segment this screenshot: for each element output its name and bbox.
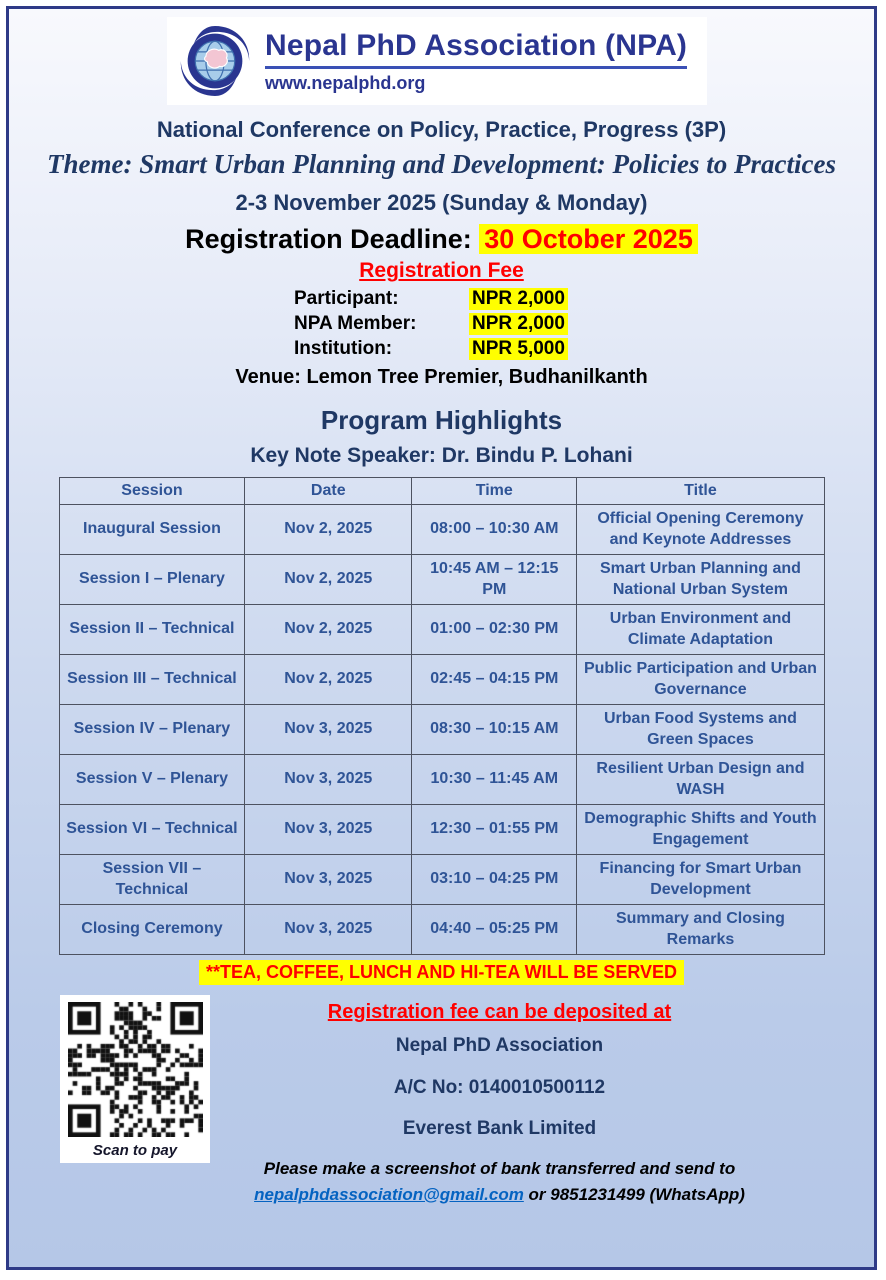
- column-header-title: Title: [577, 478, 824, 505]
- fee-value: NPR 2,000: [469, 288, 568, 310]
- conference-title: National Conference on Policy, Practice, Progress (3P): [156, 117, 727, 142]
- cell-time: 10:45 AM – 12:15 PM: [412, 555, 577, 605]
- table-row: [59, 805, 824, 855]
- qr-code: [68, 1002, 203, 1137]
- cell-session: Inaugural Session: [59, 505, 245, 555]
- fee-value: NPR 2,000: [469, 313, 568, 335]
- cell-date: Nov 2, 2025: [245, 505, 412, 555]
- logo-text-block: [265, 29, 687, 94]
- cell-date: Nov 3, 2025: [245, 755, 412, 805]
- cell-time: 03:10 – 04:25 PM: [412, 855, 577, 905]
- cell-session: Session V – Plenary: [59, 755, 245, 805]
- program-schedule-table: [59, 477, 825, 955]
- table-row: [59, 755, 824, 805]
- cell-title: Financing for Smart Urban Development: [577, 855, 824, 905]
- cell-title: Official Opening Ceremony and Keynote Addresses: [577, 505, 824, 555]
- org-name: Nepal PhD Association (NPA): [265, 28, 688, 62]
- cell-date: Nov 2, 2025: [245, 605, 412, 655]
- table-row: [59, 655, 824, 705]
- fee-label: NPA Member:: [294, 313, 417, 335]
- table-row: [59, 555, 824, 605]
- cell-time: 08:00 – 10:30 AM: [412, 505, 577, 555]
- instruction-line1: Please make a screenshot of bank transferred and send to: [263, 1159, 736, 1179]
- column-header-date: Date: [245, 478, 412, 505]
- column-header-session: Session: [59, 478, 245, 505]
- venue-line: Venue: Lemon Tree Premier, Budhanilkanth: [235, 366, 648, 389]
- cell-session: Session II – Technical: [59, 605, 245, 655]
- deadline-value: 30 October 2025: [479, 224, 698, 254]
- instruction-line2: or 9851231499 (WhatsApp): [523, 1184, 745, 1204]
- cell-title: Public Participation and Urban Governance: [577, 655, 824, 705]
- payment-section: [60, 995, 874, 1207]
- cell-session: Closing Ceremony: [59, 905, 245, 955]
- cell-title: Urban Environment and Climate Adaptation: [577, 605, 824, 655]
- conference-theme: Theme: Smart Urban Planning and Development: Policies to Practices: [47, 149, 836, 179]
- table-header-row: [59, 478, 824, 505]
- qr-code-box: [60, 995, 210, 1163]
- table-row: [59, 605, 824, 655]
- cell-date: Nov 3, 2025: [245, 805, 412, 855]
- cell-session: Session I – Plenary: [59, 555, 245, 605]
- fee-table: [294, 288, 589, 360]
- payment-details: [210, 995, 874, 1207]
- program-highlights-title: Program Highlights: [320, 405, 563, 436]
- npa-logo-header: [167, 17, 707, 105]
- registration-deadline: [9, 224, 874, 255]
- table-row: [59, 505, 824, 555]
- cell-date: Nov 2, 2025: [245, 555, 412, 605]
- cell-time: 01:00 – 02:30 PM: [412, 605, 577, 655]
- website-text: www.nepalphd.org: [265, 72, 426, 93]
- cell-title: Summary and Closing Remarks: [577, 905, 824, 955]
- fee-value: NPR 5,000: [469, 338, 568, 360]
- fee-label: Institution:: [294, 338, 393, 360]
- email-link[interactable]: nepalphdassociation@gmail.com: [254, 1184, 524, 1204]
- bank-name: Everest Bank Limited: [402, 1118, 597, 1140]
- keynote-speaker-line: Key Note Speaker: Dr. Bindu P. Lohani: [250, 444, 633, 468]
- logo-divider: [265, 66, 687, 69]
- cell-session: Session III – Technical: [59, 655, 245, 705]
- registration-fee-title: Registration Fee: [359, 259, 524, 283]
- cell-time: 04:40 – 05:25 PM: [412, 905, 577, 955]
- deadline-label: Registration Deadline:: [185, 224, 472, 255]
- column-header-time: Time: [412, 478, 577, 505]
- cell-title: Smart Urban Planning and National Urban System: [577, 555, 824, 605]
- cell-time: 10:30 – 11:45 AM: [412, 755, 577, 805]
- table-row: [59, 705, 824, 755]
- cell-session: Session VI – Technical: [59, 805, 245, 855]
- cell-session: Session VII – Technical: [59, 855, 245, 905]
- flyer-page: [6, 6, 877, 1270]
- cell-time: 12:30 – 01:55 PM: [412, 805, 577, 855]
- account-name: Nepal PhD Association: [395, 1035, 604, 1057]
- fee-label: Participant:: [294, 288, 399, 310]
- table-row: [59, 905, 824, 955]
- cell-session: Session IV – Plenary: [59, 705, 245, 755]
- cell-date: Nov 3, 2025: [245, 855, 412, 905]
- cell-title: Demographic Shifts and Youth Engagement: [577, 805, 824, 855]
- cell-date: Nov 3, 2025: [245, 905, 412, 955]
- deposit-heading: Registration fee can be deposited at: [327, 1001, 672, 1024]
- qr-caption: Scan to pay: [92, 1142, 178, 1160]
- cell-date: Nov 3, 2025: [245, 705, 412, 755]
- transfer-instructions: [210, 1156, 789, 1207]
- cell-time: 08:30 – 10:15 AM: [412, 705, 577, 755]
- cell-time: 02:45 – 04:15 PM: [412, 655, 577, 705]
- account-number: A/C No: 0140010500112: [393, 1077, 606, 1099]
- conference-dates: 2-3 November 2025 (Sunday & Monday): [235, 190, 648, 216]
- cell-title: Resilient Urban Design and WASH: [577, 755, 824, 805]
- cell-date: Nov 2, 2025: [245, 655, 412, 705]
- catering-note: **TEA, COFFEE, LUNCH AND HI-TEA WILL BE SERVED: [199, 960, 684, 985]
- npa-logo-icon: [177, 23, 253, 99]
- cell-title: Urban Food Systems and Green Spaces: [577, 705, 824, 755]
- table-row: [59, 855, 824, 905]
